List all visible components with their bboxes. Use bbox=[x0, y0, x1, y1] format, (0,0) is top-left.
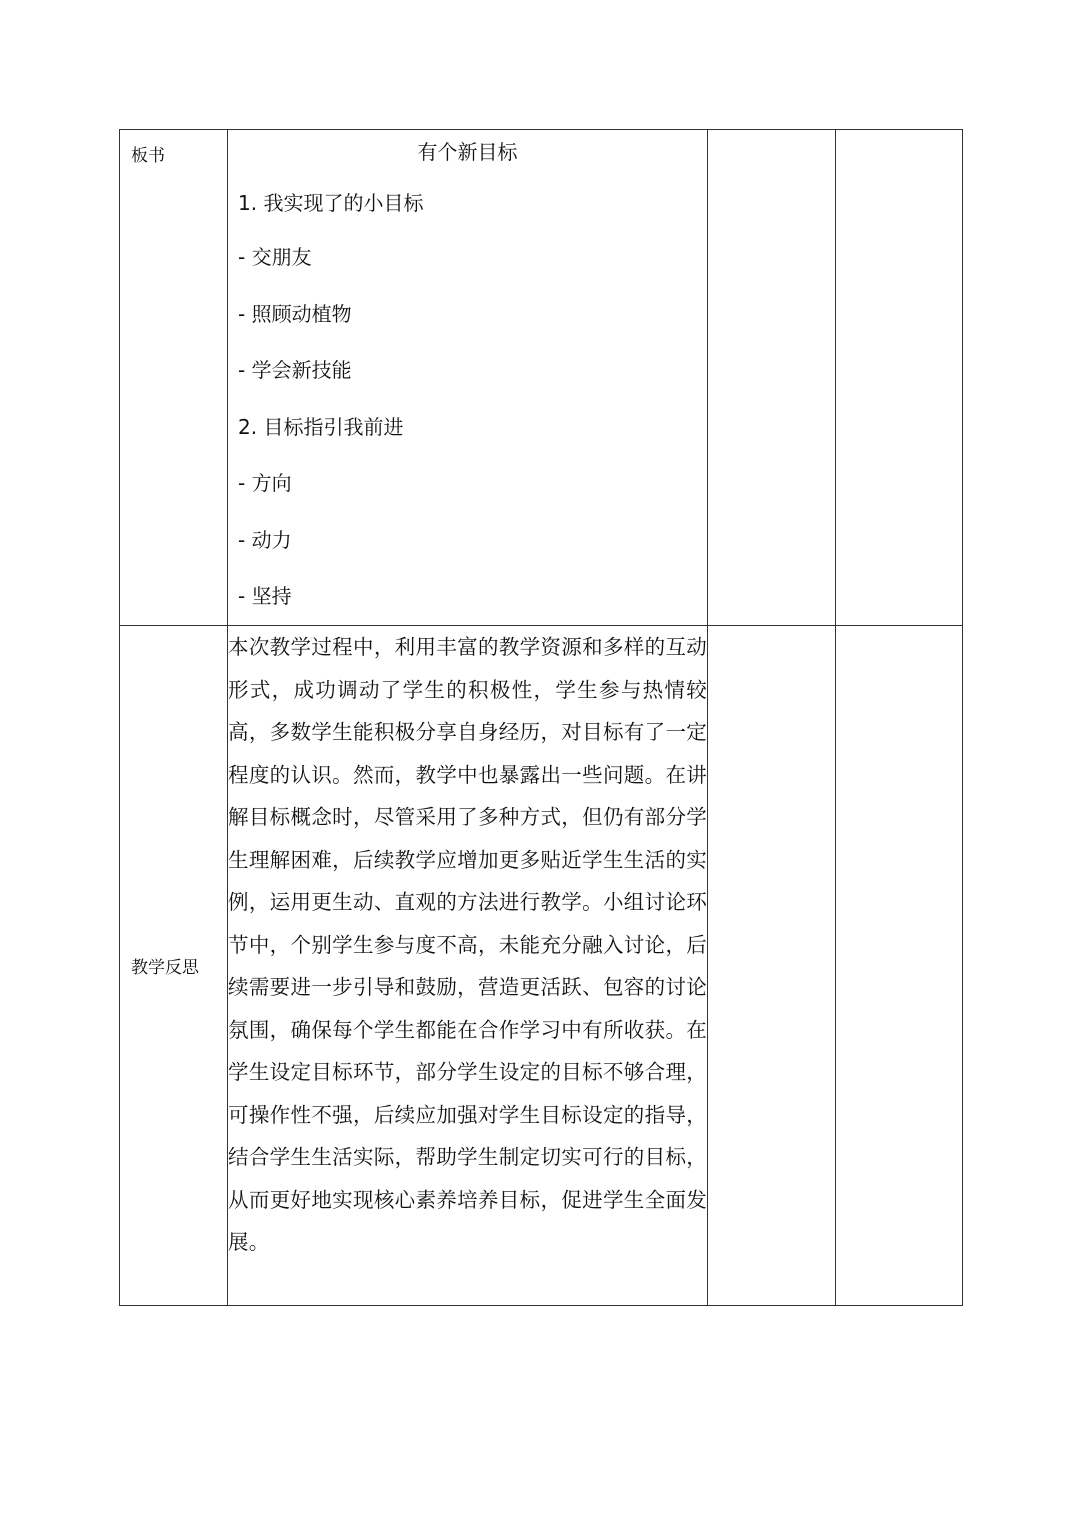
teaching-reflection-label: 教学反思 bbox=[120, 626, 228, 1306]
teaching-reflection-row bbox=[120, 626, 963, 1306]
board-line: - 坚持 bbox=[238, 584, 292, 608]
board-writing-row bbox=[120, 130, 963, 626]
empty-cell bbox=[836, 130, 963, 626]
lesson-plan-table bbox=[119, 129, 963, 1306]
teaching-reflection-text: 本次教学过程中，利用丰富的教学资源和多样的互动形式，成功调动了学生的积极性，学生参与热情较高，多数学生能积极分享自身经历，对目标有了一定程度的认识。然而，教学中也暴露出一些问题。在讲解目标概念时，尽管采用了多种方式，但仍有部分学生理解困难，后续教学应增加更多贴近学生生活的实例，运用更生动、直观的方法进行教学。小组讨论环节中，个别学生参与度不高，未能充分融入讨论，后续需要进一步引导和鼓励，营造更活跃、包容的讨论氛围，确保每个学生都能在合作学习中有所收获。在学生设定目标环节，部分学生设定的目标不够合理，可操作性不强，后续应加强对学生目标设定的指导，结合学生生活实际，帮助学生制定切实可行的目标，从而更好地实现核心素养培养目标，促进学生全面发展。 bbox=[228, 626, 708, 1306]
board-title: 有个新目标 bbox=[417, 140, 518, 164]
board-writing-label: 板书 bbox=[120, 130, 228, 626]
board-line: 1. 我实现了的小目标 bbox=[238, 191, 424, 215]
empty-cell bbox=[836, 626, 963, 1306]
empty-cell bbox=[708, 626, 836, 1306]
board-line: - 动力 bbox=[238, 527, 292, 552]
board-writing-content bbox=[228, 130, 708, 626]
board-line: 2. 目标指引我前进 bbox=[238, 414, 404, 439]
board-line: - 照顾动植物 bbox=[238, 301, 352, 326]
empty-cell bbox=[708, 130, 836, 626]
board-line: - 方向 bbox=[238, 471, 292, 495]
board-line: - 学会新技能 bbox=[238, 358, 352, 382]
board-line: - 交朋友 bbox=[238, 245, 312, 269]
